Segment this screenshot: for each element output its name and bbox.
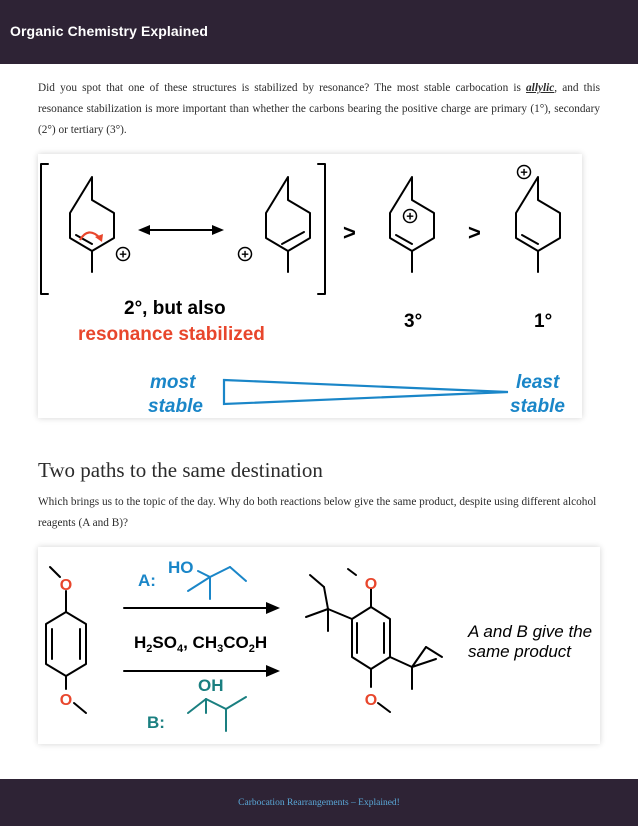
reagent-b-structure xyxy=(188,697,246,731)
reaction-scheme-figure xyxy=(38,547,600,744)
least-stable-line1: least xyxy=(516,372,560,393)
oxygen-product-top: O xyxy=(364,576,378,593)
left-bracket xyxy=(41,164,48,294)
allylic-cation-1 xyxy=(70,177,114,272)
section-heading: Two paths to the same destination xyxy=(38,458,323,482)
header-bar xyxy=(0,0,638,64)
greater-than-1: > xyxy=(343,220,356,245)
right-bracket xyxy=(318,164,325,294)
oxygen-bottom-left: O xyxy=(59,692,73,709)
intro-text-1: Did you spot that one of these structures is stabilized by resonance? The most stable carbocation is xyxy=(38,82,527,94)
resonance-arrow-right-head xyxy=(212,225,224,235)
tertiary-cation xyxy=(390,177,434,272)
product-note-line1: A and B give the xyxy=(468,622,593,641)
reagent-a-label: A: xyxy=(138,571,156,590)
resonance-arrow-left-head xyxy=(138,225,150,235)
charge-symbol-1: + xyxy=(119,246,127,262)
primary-cation xyxy=(516,177,560,272)
secondary-label: 2°, but also xyxy=(124,298,226,319)
charge-symbol-2: + xyxy=(241,246,249,262)
intro-text-2: , and this resonance stabilization is more important than whether the carbons bearing the positive charge are primary (1°), secondary (2°) or tertiary (3°). xyxy=(38,82,600,136)
reagent-b-hydroxyl: OH xyxy=(198,676,224,695)
least-stable-line2: stable xyxy=(510,396,565,417)
most-stable-line2: stable xyxy=(148,396,203,417)
most-stable-line1: most xyxy=(150,372,196,393)
oxygen-top-left: O xyxy=(59,577,73,594)
oxygen-product-bottom: O xyxy=(364,692,378,709)
primary-label: 1° xyxy=(534,311,553,332)
stability-wedge xyxy=(224,380,508,404)
section-text: Which brings us to the topic of the day. Why do both reactions below give the same product, despite using different alcohol reagents (A and B)? xyxy=(38,496,597,529)
arrow-a-head xyxy=(266,602,280,614)
charge-symbol-3: + xyxy=(406,208,414,224)
resonance-label: resonance stabilized xyxy=(78,324,265,345)
header-title: Organic Chemistry Explained xyxy=(10,23,208,39)
reaction-conditions: $H_2SO_4$, $CH_3CO_2H$ xyxy=(134,633,268,655)
allylic-cation-2 xyxy=(266,177,310,272)
footer-bar xyxy=(0,779,638,826)
reagent-a-structure xyxy=(188,567,246,599)
product-note-line2: same product xyxy=(468,642,571,661)
reaction-scheme-diagram xyxy=(38,547,600,744)
arrow-b-head xyxy=(266,665,280,677)
carbocation-stability-diagram xyxy=(38,154,582,418)
charge-symbol-4: + xyxy=(520,164,528,180)
greater-than-2: > xyxy=(468,220,481,245)
reagent-b-label: B: xyxy=(147,713,165,732)
footer-text: Carbocation Rearrangements – Explained! xyxy=(238,798,400,808)
tertiary-label: 3° xyxy=(404,311,423,332)
reagent-a-hydroxyl: HO xyxy=(168,558,194,577)
carbocation-stability-figure xyxy=(38,154,582,418)
intro-keyword: allylic xyxy=(526,82,555,94)
intro-paragraph xyxy=(38,78,600,141)
